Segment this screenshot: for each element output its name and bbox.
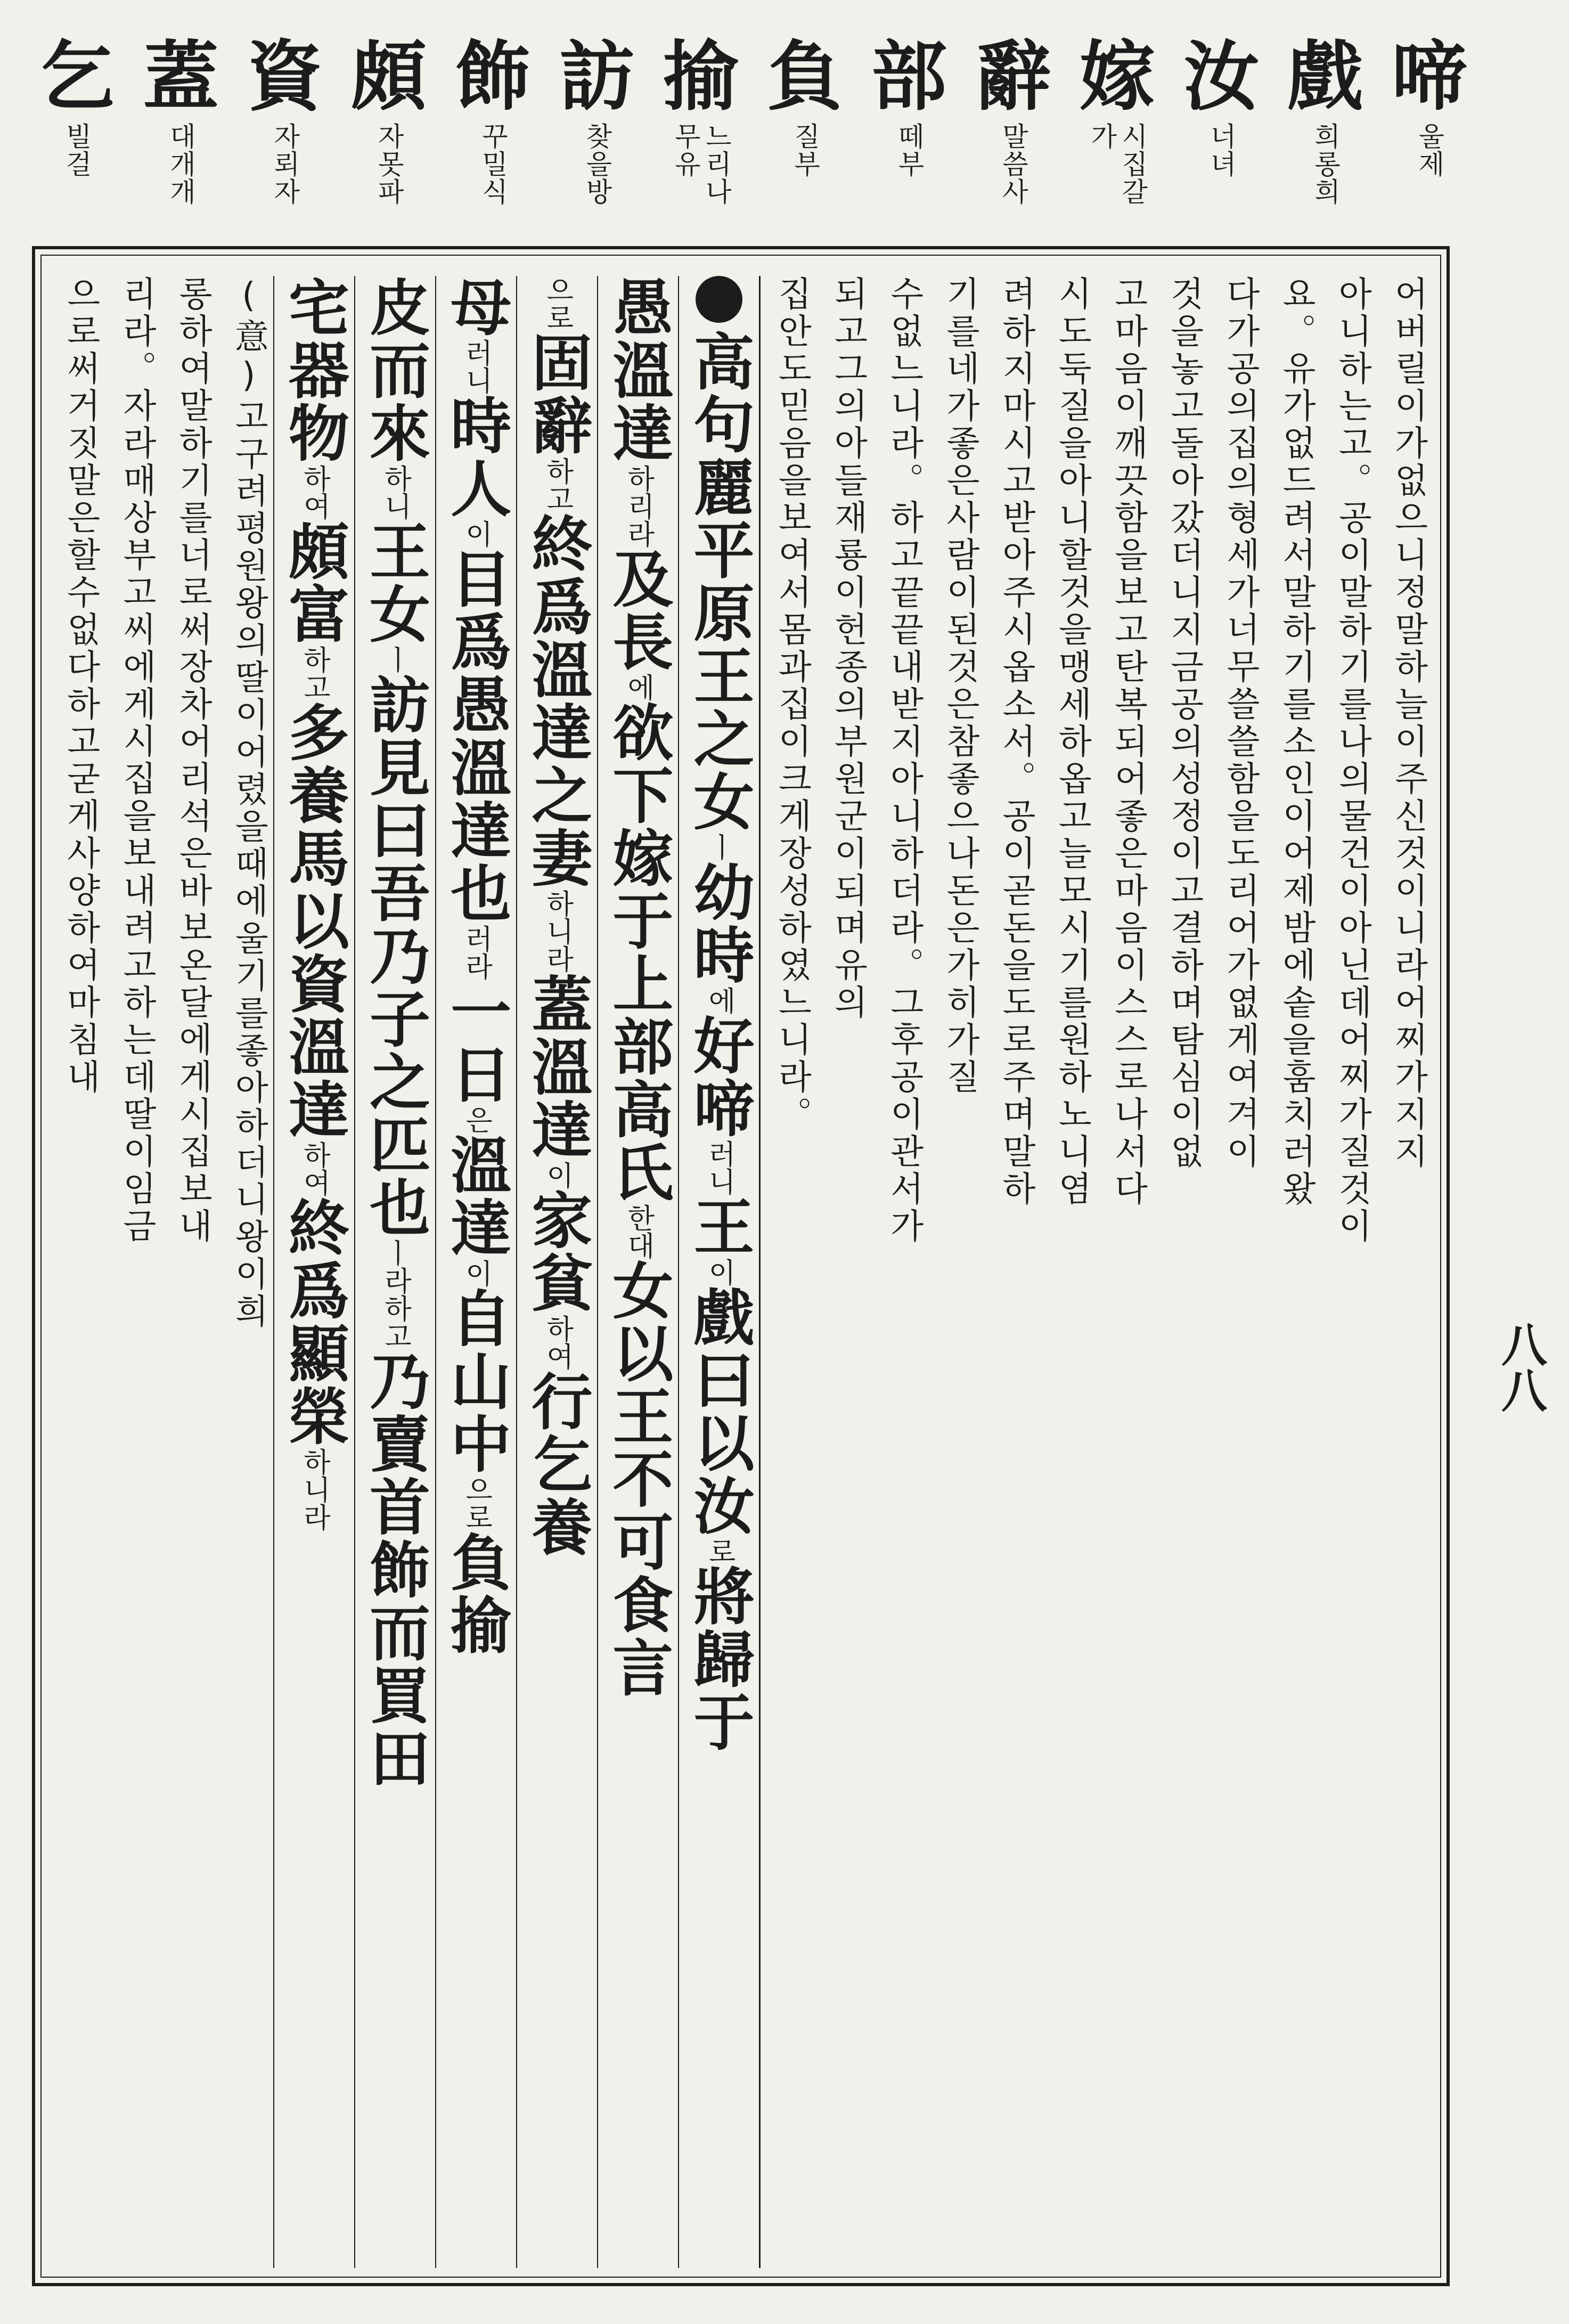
reading-particle: 으로 — [460, 1475, 493, 1531]
gloss-reading: 질부 — [789, 123, 821, 178]
column-rule — [759, 276, 760, 2268]
reading-particle: 한대 — [622, 1204, 655, 1259]
korean-text-column: 것을놓고돌아갔더니지금공의성정이고결하며탐심이없 — [1164, 276, 1204, 1171]
gloss-character: 揄 — [663, 32, 739, 121]
classical-text: 一日 — [440, 980, 512, 1106]
reading-particle: 이 — [541, 1161, 574, 1189]
korean-text-column: 아니하는고。공이말하기를나의물건이아닌데어찌가질것이 — [1332, 276, 1372, 1245]
reading-particle: 은 — [460, 1106, 493, 1134]
classical-text: 蓋溫達 — [521, 973, 593, 1161]
gloss-character: 飾 — [455, 32, 531, 121]
classical-text-column — [436, 276, 516, 2268]
vocabulary-header — [34, 34, 1472, 221]
classical-text: 訪見曰吾乃子之匹也 — [359, 673, 431, 1239]
gloss-reading: 빌걸 — [61, 123, 92, 178]
gloss-entry — [1283, 34, 1368, 221]
gloss-reading: 꾸밀식 — [477, 123, 509, 206]
gloss-reading: 희롱희 — [1310, 123, 1341, 206]
reading-particle: 이 — [460, 1259, 493, 1287]
classical-text: 欲下嫁于上部高氏 — [602, 701, 674, 1204]
gloss-reading: 너녀 — [1206, 123, 1237, 178]
gloss-character: 負 — [767, 32, 843, 121]
reading-particle: 하여 — [541, 1315, 574, 1370]
reading-particle: 이 — [460, 520, 493, 548]
reading-particle: 하여 — [298, 464, 330, 520]
classical-text: 溫達 — [440, 1134, 512, 1259]
korean-text-column: 수없느니라。하고끝끝내받지아니하더라。그후공이관서가 — [884, 276, 924, 1245]
column-rule — [516, 276, 517, 2268]
gloss-entry — [1179, 34, 1264, 221]
gloss-character: 啼 — [1391, 32, 1467, 121]
reading-particle: 러니 — [703, 1140, 736, 1195]
gloss-reading: 시집갈가 — [1086, 123, 1148, 206]
gloss-reading: 말씀사 — [998, 123, 1029, 206]
gloss-character: 蓋 — [143, 32, 219, 121]
gloss-character: 嫁 — [1079, 32, 1155, 121]
classical-text: 王女 — [359, 520, 431, 646]
gloss-character: 汝 — [1183, 32, 1260, 121]
translation-column: 리라。자라매상부고씨에게시집을보내려고하는데딸이임금 — [117, 276, 157, 1245]
classical-text-column — [598, 276, 678, 2268]
gloss-entry — [1387, 34, 1472, 221]
classical-text: 頗富 — [278, 520, 350, 646]
classical-text: 及長 — [602, 548, 674, 673]
reading-particle: 하리라 — [622, 464, 655, 548]
gloss-character: 訪 — [559, 32, 635, 121]
reading-particle: 에 — [703, 986, 736, 1014]
classical-text: 行乞養 — [521, 1370, 593, 1559]
section-marker-icon — [696, 276, 742, 323]
classical-text: 母 — [440, 276, 512, 339]
reading-particle: 하여 — [298, 1141, 330, 1196]
reading-particle: ㅣ라하고 — [379, 1239, 412, 1350]
reading-particle: 하고 — [541, 457, 574, 512]
classical-text: 固辭 — [521, 331, 593, 457]
column-rule — [435, 276, 436, 2268]
gloss-character: 資 — [247, 32, 323, 121]
classical-text: 皮而來 — [359, 276, 431, 464]
classical-text: 家貧 — [521, 1189, 593, 1315]
reading-particle: 하고 — [298, 646, 330, 701]
translation-column: 으로써거짓말은할수없다하고굳게사양하여마침내 — [61, 276, 101, 1096]
reading-particle: 하니 — [379, 464, 412, 520]
reading-particle: ㅣ — [703, 833, 736, 861]
gloss-entry — [1075, 34, 1160, 221]
classical-text: 終爲顯榮 — [278, 1196, 350, 1448]
gloss-reading: 울제 — [1413, 123, 1445, 178]
korean-text-column: 되고그의아들재룡이헌종의부원군이되며유의 — [828, 276, 868, 1022]
classical-text: 愚溫達 — [602, 276, 674, 464]
classical-text: 負揄 — [440, 1531, 512, 1657]
gloss-character: 辭 — [975, 32, 1051, 121]
reading-particle: 러니 — [460, 339, 493, 394]
gloss-character: 乞 — [39, 32, 115, 121]
classical-text-column — [517, 276, 597, 2268]
gloss-character: 部 — [871, 32, 947, 121]
korean-text-column: 시도둑질을아니할것을맹세하옵고늘모시기를원하노니염 — [1052, 276, 1092, 1208]
gloss-entry — [138, 34, 223, 221]
gloss-entry — [554, 34, 640, 221]
gloss-reading: 찾을방 — [581, 123, 612, 206]
gloss-reading: 자뢰자 — [269, 123, 300, 206]
translation-column: 롱하여말하기를너로써장차어리석은바보온달에게시집보내 — [173, 276, 213, 1245]
column-rule — [597, 276, 598, 2268]
text-frame — [32, 246, 1450, 2286]
classical-text: 自山中 — [440, 1287, 512, 1475]
translation-column: (意)고구려평원왕의딸이어렸을때에울기를좋아하더니왕이희 — [228, 276, 268, 1331]
classical-text: 女以王不可食言 — [602, 1259, 674, 1699]
column-rule — [678, 276, 679, 2268]
gloss-reading: 대개개 — [165, 123, 197, 206]
reading-particle: ㅣ — [379, 646, 412, 673]
korean-text-column: 려하지마시고받아주시옵소서。공이곧돈을도로주며말하 — [996, 276, 1036, 1208]
page-number: 八八 — [1493, 1321, 1547, 1413]
classical-text: 多養馬以資溫達 — [278, 701, 350, 1141]
reading-particle: 으로 — [541, 276, 574, 331]
gloss-entry — [970, 34, 1056, 221]
classical-text: 乃賣首飾而買田 — [359, 1350, 431, 1790]
classical-text: 終爲溫達之妻 — [521, 512, 593, 890]
gloss-reading: 떼부 — [894, 123, 925, 178]
gloss-reading: 느리나무유 — [670, 123, 732, 206]
gloss-entry — [34, 34, 119, 221]
korean-text-column: 집안도믿음을보여서몸과집이크게장성하였느니라。 — [772, 276, 812, 1134]
classical-text: 將歸于 — [683, 1565, 755, 1754]
gloss-entry — [763, 34, 848, 221]
reading-particle: 하니라 — [298, 1448, 330, 1531]
reading-particle: 이 — [703, 1258, 736, 1286]
classical-text: 時人 — [440, 394, 512, 520]
text-columns — [49, 276, 1433, 2268]
classical-text: 好啼 — [683, 1014, 755, 1140]
classical-text-column — [274, 276, 354, 2268]
korean-text-column: 고마음이깨끗함을보고탄복되어좋은마음이스스로나서다 — [1108, 276, 1148, 1208]
classical-text: 高句麗平原王之女 — [683, 330, 755, 833]
gloss-character: 戲 — [1287, 32, 1363, 121]
reading-particle: 하니라 — [541, 890, 574, 973]
gloss-character: 頗 — [351, 32, 427, 121]
gloss-entry — [867, 34, 952, 221]
korean-text-column: 기를네가좋은사람이된것은참좋으나돈은가히가질 — [940, 276, 980, 1096]
gloss-entry — [451, 34, 536, 221]
classical-text: 王 — [683, 1195, 755, 1258]
classical-text: 幼時 — [683, 861, 755, 986]
reading-particle: 로 — [703, 1537, 736, 1565]
column-rule — [273, 276, 274, 2268]
korean-text-column: 요。유가없드려서말하기를소인이어제밤에솥을훔치러왔 — [1276, 276, 1316, 1208]
gloss-entry — [658, 34, 743, 221]
gloss-entry — [346, 34, 431, 221]
classical-text: 宅器物 — [278, 276, 350, 464]
column-rule — [354, 276, 355, 2268]
korean-text-column: 다가공의집의형세가너무쓸쓸함을도리어가엾게여겨이 — [1220, 276, 1260, 1171]
gloss-reading: 자못파 — [373, 123, 405, 206]
classical-text-column — [679, 276, 759, 2268]
reading-particle: 러라 — [460, 925, 493, 980]
korean-text-column: 어버릴이가없으니정말하늘이주신것이니라어찌가지지 — [1388, 276, 1428, 1171]
classical-text-column — [355, 276, 435, 2268]
gloss-entry — [242, 34, 328, 221]
classical-text: 目爲愚溫達也 — [440, 548, 512, 925]
classical-text: 戲曰以汝 — [683, 1286, 755, 1537]
reading-particle: 에 — [622, 673, 655, 701]
